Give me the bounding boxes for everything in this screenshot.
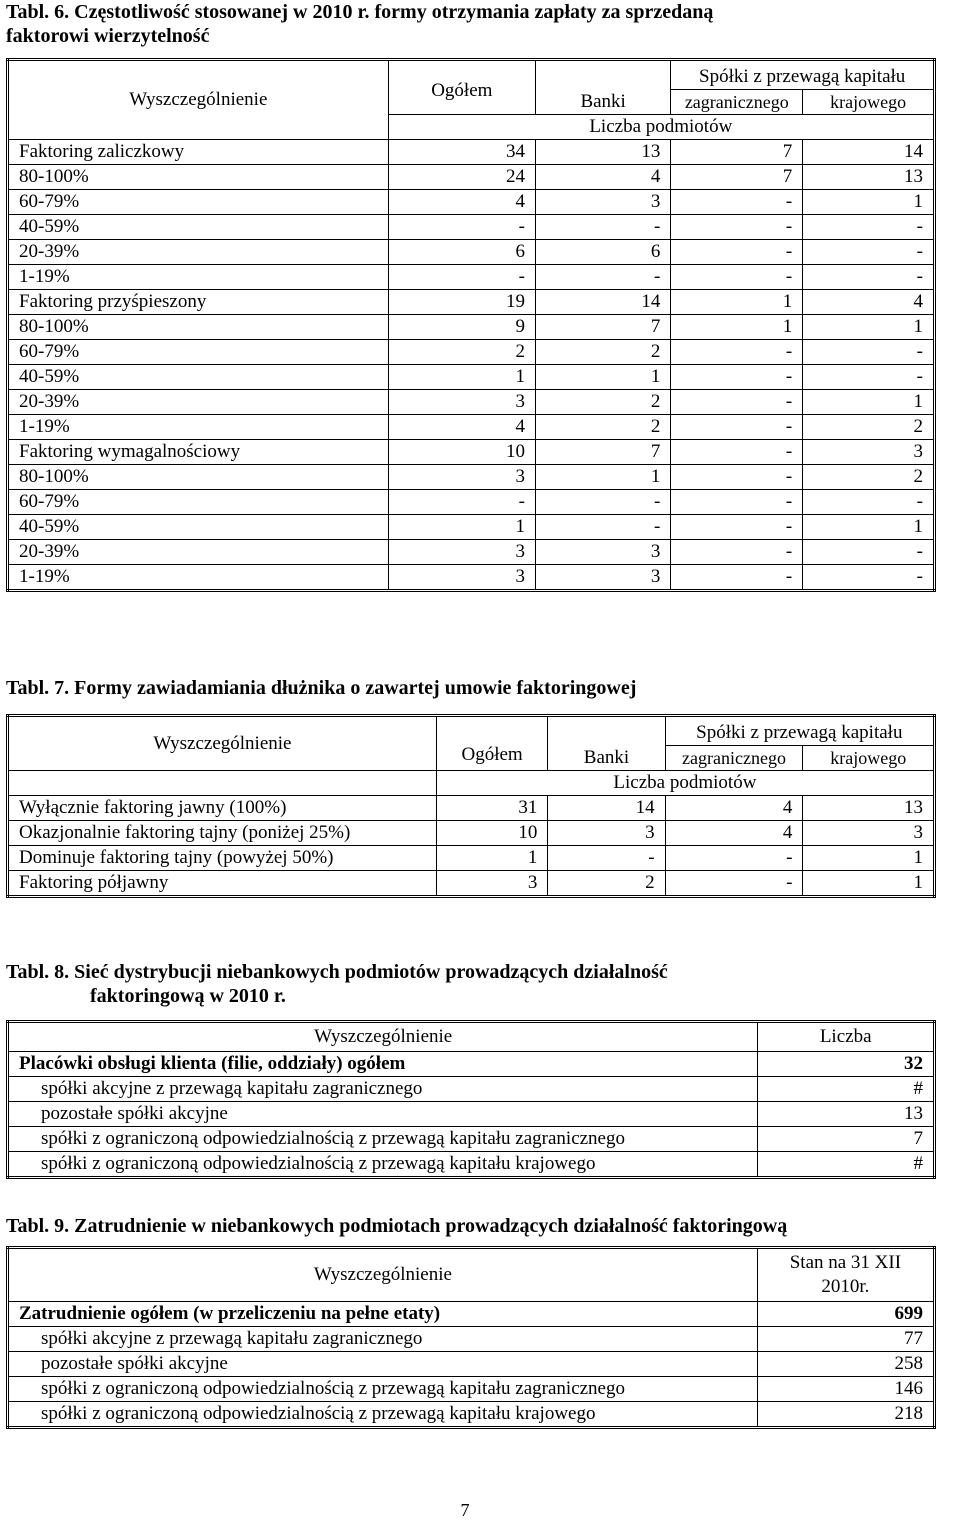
- cell-value: 7: [671, 140, 803, 165]
- row-label: Placówki obsługi klienta (filie, oddziały) ogółem: [8, 1052, 758, 1077]
- cell-value: 1: [803, 871, 935, 897]
- cell-value: 2: [803, 415, 935, 440]
- cell-value: -: [671, 365, 803, 390]
- table6-caption-line2: faktorowi wierzytelność: [6, 25, 210, 47]
- cell-value: 13: [803, 165, 935, 190]
- row-label: 60-79%: [8, 190, 389, 215]
- cell-value: -: [388, 490, 535, 515]
- row-label: 20-39%: [8, 540, 389, 565]
- cell-value: 7: [758, 1127, 935, 1152]
- row-label: spółki z ograniczoną odpowiedzialnością z przewagą kapitału krajowego: [8, 1152, 758, 1178]
- row-label: 1-19%: [8, 415, 389, 440]
- row-label: 20-39%: [8, 390, 389, 415]
- table9: [6, 1246, 936, 1429]
- row-label: 80-100%: [8, 465, 389, 490]
- table6-header-liczba: Liczba podmiotów: [388, 115, 934, 140]
- cell-value: -: [671, 415, 803, 440]
- row-label: spółki akcyjne z przewagą kapitału zagranicznego: [8, 1327, 758, 1352]
- table-row: [8, 1402, 935, 1428]
- table7-header-krajowego: krajowego: [803, 746, 935, 771]
- cell-value: 13: [758, 1102, 935, 1127]
- cell-value: 2: [536, 340, 671, 365]
- cell-value: 10: [436, 821, 548, 846]
- table-row: [8, 290, 935, 315]
- table6-header-zagranicznego: zagranicznego: [671, 90, 803, 115]
- cell-value: 1: [803, 390, 935, 415]
- cell-value: 14: [803, 140, 935, 165]
- row-label: 80-100%: [8, 165, 389, 190]
- cell-value: 2: [536, 390, 671, 415]
- cell-value: 3: [536, 540, 671, 565]
- cell-value: -: [665, 846, 803, 871]
- cell-value: 2: [548, 871, 665, 897]
- row-label: Zatrudnienie ogółem (w przeliczeniu na pełne etaty): [8, 1302, 758, 1327]
- table8-body: [8, 1052, 935, 1178]
- cell-value: -: [671, 465, 803, 490]
- table-row: [8, 1152, 935, 1178]
- table7-header-banki: Banki: [548, 716, 665, 771]
- cell-value: -: [803, 240, 935, 265]
- row-label: pozostałe spółki akcyjne: [8, 1352, 758, 1377]
- cell-value: -: [803, 540, 935, 565]
- table7-body: [8, 796, 935, 897]
- cell-value: 3: [388, 540, 535, 565]
- table6-body: [8, 140, 935, 591]
- row-label: 1-19%: [8, 565, 389, 591]
- cell-value: 24: [388, 165, 535, 190]
- cell-value: #: [758, 1152, 935, 1178]
- cell-value: -: [803, 490, 935, 515]
- row-label: Okazjonalnie faktoring tajny (poniżej 25%): [8, 821, 437, 846]
- cell-value: 14: [536, 290, 671, 315]
- table-row: [8, 315, 935, 340]
- row-label: Faktoring półjawny: [8, 871, 437, 897]
- cell-value: 3: [436, 871, 548, 897]
- cell-value: 4: [665, 821, 803, 846]
- table-row: [8, 1377, 935, 1402]
- table8: [6, 1020, 936, 1179]
- table7-header-liczba: Liczba podmiotów: [436, 771, 934, 796]
- row-label: 60-79%: [8, 490, 389, 515]
- cell-value: -: [671, 240, 803, 265]
- cell-value: 1: [436, 846, 548, 871]
- table-row: [8, 390, 935, 415]
- row-label: 40-59%: [8, 515, 389, 540]
- cell-value: 3: [388, 390, 535, 415]
- table7-caption: Tabl. 7. Formy zawiadamiania dłużnika o zawartej umowie faktoringowej: [6, 677, 637, 699]
- cell-value: -: [536, 490, 671, 515]
- table-row: [8, 1077, 935, 1102]
- table-row: [8, 540, 935, 565]
- cell-value: -: [548, 846, 665, 871]
- cell-value: -: [803, 215, 935, 240]
- table6-header-ogolem: Ogółem: [388, 60, 535, 115]
- table-row: [8, 846, 935, 871]
- table-row: [8, 871, 935, 897]
- table-row: [8, 240, 935, 265]
- cell-value: 4: [388, 415, 535, 440]
- cell-value: -: [671, 490, 803, 515]
- cell-value: 3: [536, 190, 671, 215]
- row-label: 60-79%: [8, 340, 389, 365]
- table6-caption: [6, 0, 713, 48]
- cell-value: 7: [536, 315, 671, 340]
- cell-value: -: [803, 565, 935, 591]
- cell-value: -: [671, 540, 803, 565]
- cell-value: 1: [803, 846, 935, 871]
- cell-value: -: [671, 390, 803, 415]
- cell-value: 6: [536, 240, 671, 265]
- cell-value: 3: [388, 565, 535, 591]
- cell-value: 1: [388, 365, 535, 390]
- table9-header-stan-line2: 2010r.: [821, 1276, 870, 1297]
- cell-value: 10: [388, 440, 535, 465]
- cell-value: 77: [757, 1327, 934, 1352]
- cell-value: 1: [388, 515, 535, 540]
- cell-value: -: [671, 565, 803, 591]
- table9-body: [8, 1302, 935, 1428]
- table-row: [8, 821, 935, 846]
- cell-value: 1: [671, 315, 803, 340]
- row-label: 1-19%: [8, 265, 389, 290]
- table9-header-stan-line1: Stan na 31 XII: [789, 1252, 902, 1273]
- table8-header-liczba: Liczba: [758, 1022, 935, 1052]
- row-label: Wyłącznie faktoring jawny (100%): [8, 796, 437, 821]
- cell-value: 1: [671, 290, 803, 315]
- cell-value: -: [803, 265, 935, 290]
- table6-header-banki: Banki: [536, 60, 671, 115]
- cell-value: -: [665, 871, 803, 897]
- table-row: [8, 465, 935, 490]
- table8-caption-line2: faktoringową w 2010 r.: [90, 985, 286, 1007]
- cell-value: 19: [388, 290, 535, 315]
- table-row: [8, 415, 935, 440]
- table6-header-krajowego: krajowego: [803, 90, 935, 115]
- row-label: spółki z ograniczoną odpowiedzialnością z przewagą kapitału zagranicznego: [8, 1127, 758, 1152]
- cell-value: -: [671, 190, 803, 215]
- table-row: [8, 215, 935, 240]
- row-label: spółki z ograniczoną odpowiedzialnością z przewagą kapitału krajowego: [8, 1402, 758, 1428]
- table-row: [8, 365, 935, 390]
- row-label: spółki akcyjne z przewagą kapitału zagranicznego: [8, 1077, 758, 1102]
- table-row: [8, 140, 935, 165]
- cell-value: 31: [436, 796, 548, 821]
- table9-header-wyszczegolnienie: Wyszczególnienie: [8, 1248, 758, 1302]
- cell-value: -: [803, 365, 935, 390]
- cell-value: 4: [803, 290, 935, 315]
- table-row: [8, 265, 935, 290]
- table-row: [8, 1102, 935, 1127]
- table7-header-ogolem: Ogółem: [436, 716, 548, 771]
- cell-value: 1: [803, 515, 935, 540]
- cell-value: 1: [803, 315, 935, 340]
- cell-value: -: [671, 265, 803, 290]
- table-row: [8, 165, 935, 190]
- table8-caption: [6, 960, 668, 1008]
- row-label: 40-59%: [8, 215, 389, 240]
- table8-caption-line1: Tabl. 8. Sieć dystrybucji niebankowych podmiotów prowadzących działalność: [6, 961, 668, 983]
- cell-value: 3: [536, 565, 671, 591]
- table8-header-wyszczegolnienie: Wyszczególnienie: [8, 1022, 758, 1052]
- table6: [6, 58, 936, 592]
- cell-value: #: [758, 1077, 935, 1102]
- table9-header-stan: [757, 1248, 934, 1302]
- table6-caption-line1: Tabl. 6. Częstotliwość stosowanej w 2010 r. formy otrzymania zapłaty za sprzedaną: [6, 1, 714, 23]
- table6-header-spolki: Spółki z przewagą kapitału: [671, 60, 935, 90]
- cell-value: 3: [548, 821, 665, 846]
- cell-value: 7: [671, 165, 803, 190]
- cell-value: 1: [803, 190, 935, 215]
- table-row: [8, 1127, 935, 1152]
- cell-value: 34: [388, 140, 535, 165]
- cell-value: -: [536, 215, 671, 240]
- cell-value: 2: [803, 465, 935, 490]
- table-row: [8, 565, 935, 591]
- cell-value: 1: [536, 365, 671, 390]
- table-row: [8, 1052, 935, 1077]
- cell-value: -: [803, 340, 935, 365]
- row-label: Faktoring wymagalnościowy: [8, 440, 389, 465]
- cell-value: -: [536, 265, 671, 290]
- cell-value: 6: [388, 240, 535, 265]
- cell-value: 4: [665, 796, 803, 821]
- cell-value: -: [671, 340, 803, 365]
- cell-value: -: [671, 515, 803, 540]
- row-label: spółki z ograniczoną odpowiedzialnością z przewagą kapitału zagranicznego: [8, 1377, 758, 1402]
- table7-header-wyszczegolnienie: Wyszczególnienie: [8, 716, 437, 771]
- cell-value: 699: [757, 1302, 934, 1327]
- cell-value: 14: [548, 796, 665, 821]
- table-row: [8, 340, 935, 365]
- table-row: [8, 190, 935, 215]
- row-label: Faktoring przyśpieszony: [8, 290, 389, 315]
- cell-value: 7: [536, 440, 671, 465]
- table7: [6, 714, 936, 898]
- cell-value: 2: [388, 340, 535, 365]
- table-row: [8, 515, 935, 540]
- page-number: 7: [460, 1500, 470, 1520]
- table7-header-spolki: Spółki z przewagą kapitału: [665, 716, 934, 746]
- cell-value: 3: [803, 440, 935, 465]
- table-row: [8, 1327, 935, 1352]
- row-label: 40-59%: [8, 365, 389, 390]
- cell-value: -: [671, 440, 803, 465]
- row-label: 80-100%: [8, 315, 389, 340]
- cell-value: 3: [388, 465, 535, 490]
- cell-value: 9: [388, 315, 535, 340]
- table-row: [8, 490, 935, 515]
- cell-value: 1: [536, 465, 671, 490]
- cell-value: 218: [757, 1402, 934, 1428]
- cell-value: 4: [388, 190, 535, 215]
- cell-value: -: [536, 515, 671, 540]
- cell-value: 2: [536, 415, 671, 440]
- row-label: 20-39%: [8, 240, 389, 265]
- cell-value: 4: [536, 165, 671, 190]
- table7-header-zagranicznego: zagranicznego: [665, 746, 803, 771]
- row-label: pozostałe spółki akcyjne: [8, 1102, 758, 1127]
- table-row: [8, 1302, 935, 1327]
- cell-value: 146: [757, 1377, 934, 1402]
- table-row: [8, 796, 935, 821]
- table9-caption: Tabl. 9. Zatrudnienie w niebankowych podmiotach prowadzących działalność faktoringową: [6, 1215, 788, 1237]
- cell-value: 13: [536, 140, 671, 165]
- table-row: [8, 440, 935, 465]
- cell-value: 3: [803, 821, 935, 846]
- cell-value: 258: [757, 1352, 934, 1377]
- table6-header-wyszczegolnienie: Wyszczególnienie: [8, 60, 389, 140]
- row-label: Faktoring zaliczkowy: [8, 140, 389, 165]
- cell-value: -: [388, 265, 535, 290]
- table-row: [8, 1352, 935, 1377]
- row-label: Dominuje faktoring tajny (powyżej 50%): [8, 846, 437, 871]
- cell-value: 32: [758, 1052, 935, 1077]
- cell-value: -: [671, 215, 803, 240]
- cell-value: 13: [803, 796, 935, 821]
- cell-value: -: [388, 215, 535, 240]
